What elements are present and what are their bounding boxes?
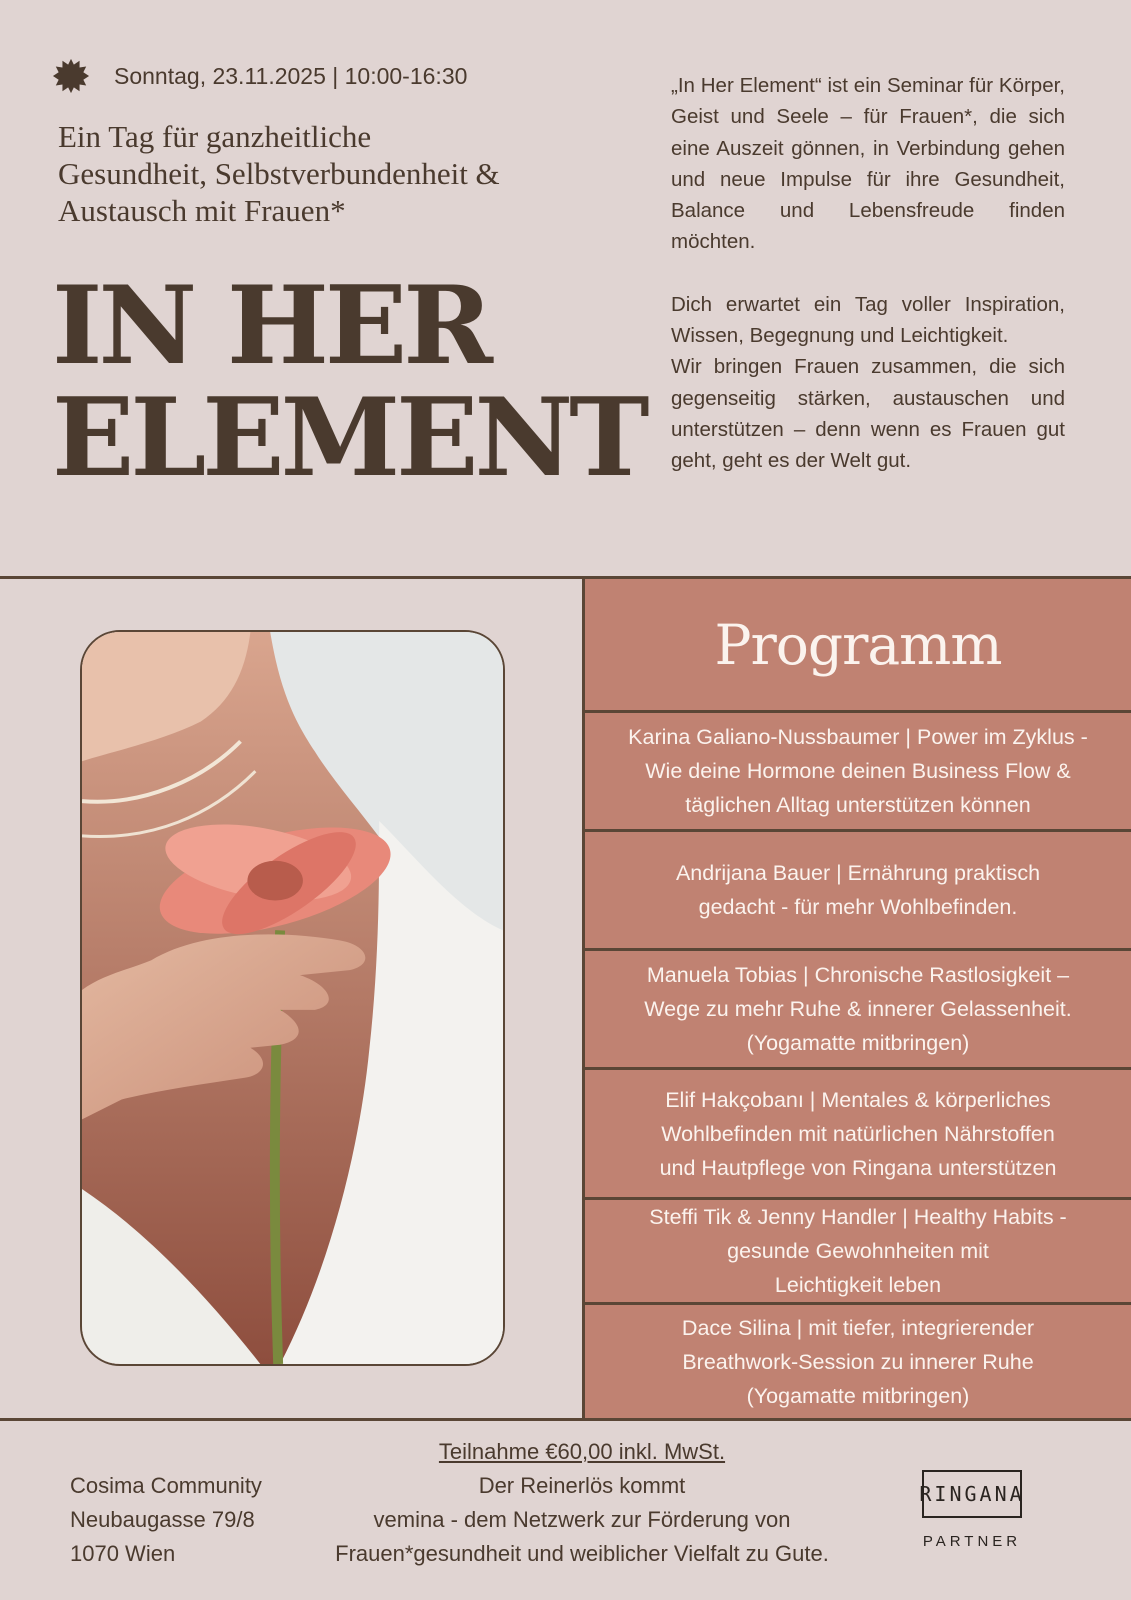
program-item-line: gesunde Gewohnheiten mit [727,1239,989,1263]
program-item [585,1200,1131,1302]
program-item-line: Wie deine Hormone deinen Business Flow & [645,759,1071,783]
ringana-partner-label: PARTNER [922,1533,1022,1550]
program-item [585,951,1131,1067]
event-title [52,263,652,501]
tagline-line: Gesundheit, Selbstverbundenheit & [58,156,500,191]
title-line: IN HER [52,263,489,389]
program-item-line: Andrijana Bauer | Ernährung praktisch [675,861,1041,885]
program-title: Programm [714,612,1002,677]
address-line: Cosima Community [70,1473,262,1498]
title-line: ELEMENT [52,375,646,501]
program-item [585,832,1131,948]
intro-text [671,70,1065,477]
donation-line: Frauen*gesundheit und weiblicher Vielfalt zu Gute. [335,1541,829,1566]
ringana-logo: RINGANA [922,1470,1022,1518]
program-item-line: Wege zu mehr Ruhe & innerer Gelassenheit. [644,997,1072,1021]
sun-icon [52,57,90,95]
program-item-line: und Hautpflege von Ringana unterstützen [659,1155,1057,1180]
program-item-line: täglichen Alltag unterstützen können [685,793,1031,817]
program-item-line: Manuela Tobias | Chronische Rastlosigkeit – [646,963,1070,987]
program-item [585,1305,1131,1418]
event-header [52,56,632,229]
price-and-donation [282,1435,882,1571]
program-item-line: (Yogamatte mitbringen) [746,1031,970,1055]
price-info: Teilnahme €60,00 inkl. MwSt. [438,1439,726,1464]
program-item [585,713,1131,829]
program-item-line: Dace Silina | mit tiefer, integrierender [681,1315,1035,1340]
donation-line: vemina - dem Netzwerk zur Förderung von [373,1507,791,1532]
program-item-line: Leichtigkeit leben [774,1273,942,1297]
photo-illustration [82,632,503,1364]
program-item-line: Karina Galiano-Nussbaumer | Power im Zyklus - [628,725,1088,749]
program-item-line: gedacht - für mehr Wohlbefinden. [698,895,1018,919]
program-item-line: Breathwork-Session zu innerer Ruhe [682,1349,1034,1374]
tagline-line: Ein Tag für ganzheitliche [58,119,372,154]
address-line: Neubaugasse 79/8 [70,1507,255,1532]
program-item-line: Elif Hakçobanı | Mentales & körperliches [665,1087,1051,1112]
intro-paragraph: Wir bringen Frauen zusammen, die sich gegenseitig stärken, austauschen und unterstützen – denn wenn es Frauen gut geht, geht es der Welt gut. [671,355,1065,473]
tagline [58,118,632,229]
divider-bottom [0,1418,1131,1421]
program-panel [585,579,1131,1418]
woman-with-pink-gerbera-photo [80,630,505,1366]
intro-paragraph: Dich erwartet ein Tag voller Inspiration, Wissen, Begegnung und Leichtigkeit. [671,292,1065,348]
program-item-line: Steffi Tik & Jenny Handler | Healthy Habits - [649,1205,1067,1229]
intro-paragraph: „In Her Element“ ist ein Seminar für Körper, Geist und Seele – für Frauen*, die sich eine Auszeit gönnen, in Verbindung gehen und neue Impulse für ihre Gesundheit, Balance und Lebensfreude finden möchten. [671,74,1065,254]
program-item-line: Wohlbefinden mit natürlichen Nährstoffen [661,1121,1055,1146]
event-date: Sonntag, 23.11.2025 | 10:00-16:30 [114,62,468,89]
program-item-line: (Yogamatte mitbringen) [746,1383,970,1408]
tagline-line: Austausch mit Frauen* [58,193,346,228]
program-item [585,1070,1131,1197]
date-row [52,56,632,96]
donation-line: Der Reinerlös kommt [478,1473,686,1498]
address-line: 1070 Wien [70,1541,176,1566]
